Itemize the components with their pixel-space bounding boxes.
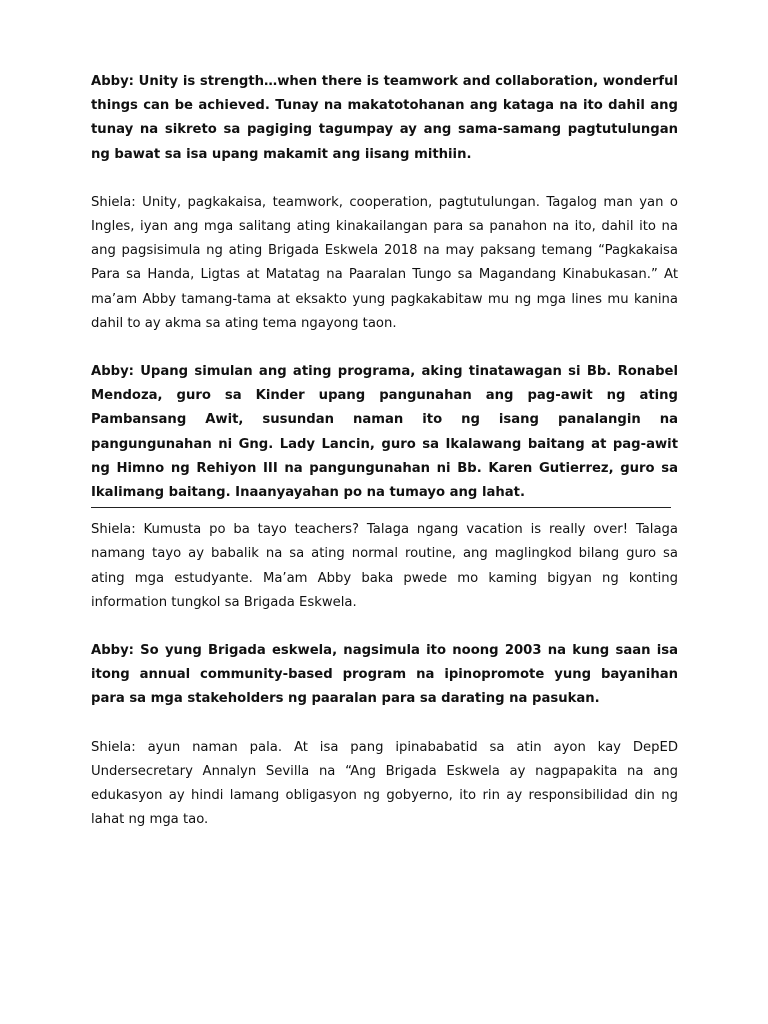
- paragraph-shiela-3: Shiela: ayun naman pala. At isa pang ipinababatid sa atin ayon kay DepED Undersecretary Annalyn Sevilla na “Ang Brigada Eskwela ay nagpapakita na ang edukasyon ay hindi lamang obligasyon ng gobyerno, ito rin ay responsibilidad din ng lahat ng mga tao.: [91, 739, 678, 828]
- paragraph-gap: [91, 167, 678, 191]
- horizontal-divider: [91, 507, 671, 508]
- paragraph-gap: [91, 712, 678, 736]
- paragraph-shiela-1: Shiela: Unity, pagkakaisa, teamwork, cooperation, pagtutulungan. Tagalog man yan o Ingles, iyan ang mga salitang ating kinakailangan para sa panahon na ito, dahil ito na ang pagsisimula ng ating Brigada Eskwela 2018 na may paksang temang “Pagkakaisa Para sa Handa, Ligtas at Matatag na Paaralan Tungo sa Magandang Kinabukasan.” At ma’am Abby tamang-tama at eksakto yung pagkakabitaw mu ng mga lines mu kanina dahil to ay akma sa ating tema ngayong taon.: [91, 194, 678, 331]
- document-page: [91, 70, 678, 832]
- paragraph-shiela-2: Shiela: Kumusta po ba tayo teachers? Talaga ngang vacation is really over! Talaga namang tayo ay babalik na sa ating normal routine, ang maglingkod bilang guro sa ating mga estudyante. Ma’am Abby baka pwede mo kaming bigyan ng konting information tungkol sa Brigada Eskwela.: [91, 522, 678, 610]
- paragraph-abby-1: Abby: Unity is strength…when there is teamwork and collaboration, wonderful things can be achieved. Tunay na makatotohanan ang kataga na ito dahil ang tunay na sikreto sa pagiging tagumpay ay ang sama-samang pagtutulungan ng bawat sa isa upang makamit ang iisang mithiin.: [91, 74, 678, 162]
- paragraph-abby-3: Abby: So yung Brigada eskwela, nagsimula ito noong 2003 na kung saan isa itong annual community-based program na ipinopromote yung bayanihan para sa mga stakeholders ng paaralan para sa darating na pasukan.: [91, 643, 678, 707]
- paragraph-gap: [91, 615, 678, 639]
- paragraph-gap: [91, 336, 678, 360]
- paragraph-abby-2: Abby: Upang simulan ang ating programa, aking tinatawagan si Bb. Ronabel Mendoza, guro sa Kinder upang pangunahan ang pag-awit ng ating Pambansang Awit, susundan naman ito ng isang panalangin na pangungunahan ni Gng. Lady Lancin, guro sa Ikalawang baitang at pag-awit ng Himno ng Rehiyon III na pangungunahan ni Bb. Karen Gutierrez, guro sa Ikalimang baitang. Inaanyayahan po na tumayo ang lahat.: [91, 364, 678, 501]
